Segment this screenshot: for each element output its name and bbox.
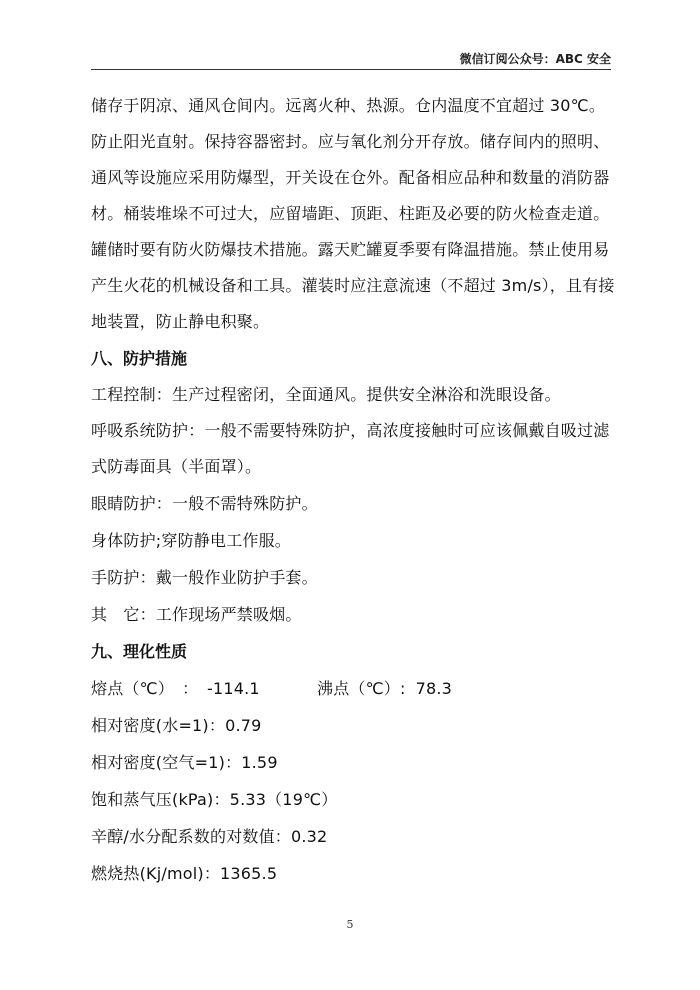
section9-heading: 九、理化性质 bbox=[91, 642, 188, 661]
hand-protection-text: 手防护：戴一般作业防护手套。 bbox=[91, 568, 318, 587]
boiling-point-value: 78.3 bbox=[415, 679, 452, 698]
relative-density-water: 相对密度(水=1)：0.79 bbox=[91, 716, 262, 735]
saturated-vapor-pressure: 饱和蒸气压(kPa)：5.33（19℃） bbox=[91, 790, 338, 809]
eye-protection-text: 眼睛防护：一般不需特殊防护。 bbox=[91, 494, 318, 513]
section8-heading: 八、防护措施 bbox=[91, 349, 188, 368]
header-divider bbox=[91, 69, 611, 70]
heat-of-combustion: 燃烧热(Kj/mol)：1365.5 bbox=[91, 864, 278, 883]
relative-density-air: 相对密度(空气=1)：1.59 bbox=[91, 753, 278, 772]
page-number: 5 bbox=[346, 918, 354, 931]
melting-boiling-row bbox=[91, 670, 621, 707]
octanol-water-partition: 辛醇/水分配系数的对数值：0.32 bbox=[91, 827, 328, 846]
engineering-control-text: 工程控制：生产过程密闭，全面通风。提供安全淋浴和洗眼设备。 bbox=[91, 385, 561, 404]
body-protection-text: 身体防护;穿防静电工作服。 bbox=[91, 531, 291, 550]
storage-paragraph: 储存于阴凉、通风仓间内。远离火种、热源。仓内温度不宜超过 30℃。防止阳光直射。保持容器密封。应与氧化剂分开存放。储存间内的照明、通风等设施应采用防爆型，开关设在仓外。配备相应品种和数量的消防器材。桶装堆垛不可过大，应留墙距、顶距、柱距及必要的防火检查走道。罐储时要有防火防爆技术措施。露天贮罐夏季要有降温措施。禁止使用易产生火花的机械设备和工具。灌装时应注意流速（不超过 3m/s），且有接地装置，防止静电积聚。 bbox=[91, 96, 615, 331]
melting-point-value: -114.1 bbox=[207, 679, 260, 698]
document-body bbox=[91, 88, 621, 892]
boiling-point-label: 沸点（℃）: bbox=[317, 679, 406, 698]
page-header: 微信订阅公众号：ABC 安全 bbox=[459, 52, 611, 66]
respiratory-protection-text: 呼吸系统防护：一般不需要特殊防护，高浓度接触时可应该佩戴自吸过滤式防毒面具（半面罩）。 bbox=[91, 421, 610, 476]
melting-point-label: 熔点（℃） ： bbox=[91, 679, 199, 698]
other-protection-text: 其 它：工作现场严禁吸烟。 bbox=[91, 605, 302, 624]
